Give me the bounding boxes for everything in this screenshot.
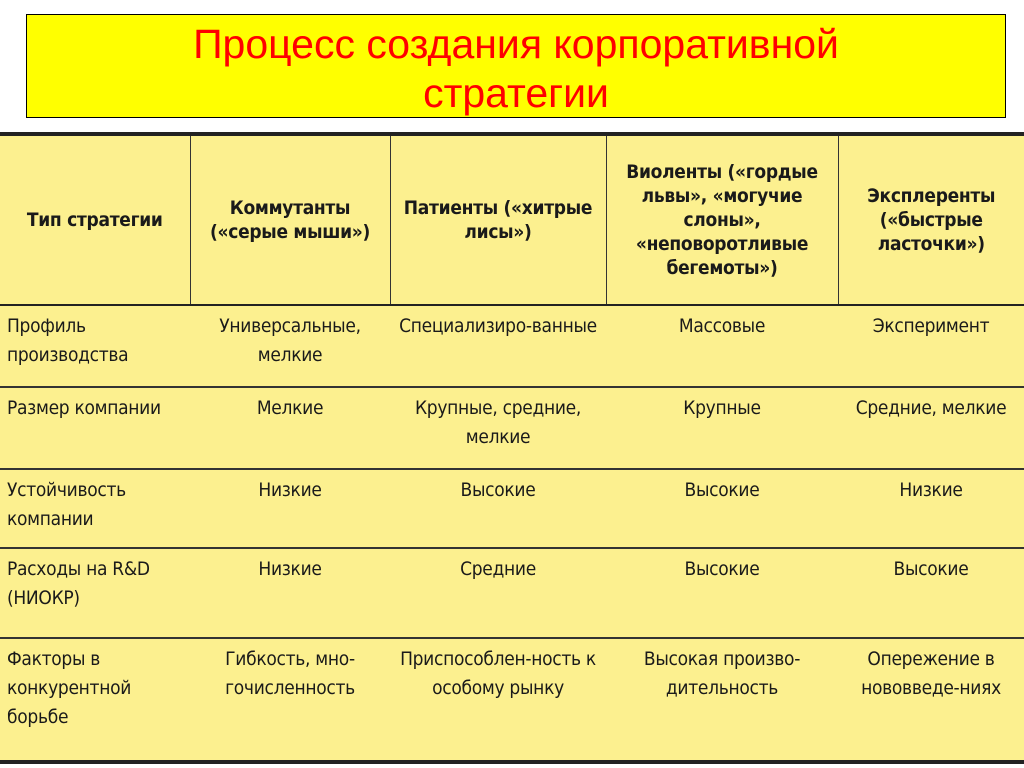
- title-line-1: Процесс создания корпоративной: [193, 21, 839, 67]
- table-row: [0, 305, 1024, 387]
- table-cell: Средние, мелкие: [838, 387, 1024, 469]
- row-label: Размер компании: [0, 387, 190, 469]
- table-cell: Мелкие: [190, 387, 390, 469]
- strategy-table: [0, 136, 1024, 765]
- table-cell: Гибкость, мно-гочисленность: [225, 648, 355, 699]
- table-row: [0, 548, 1024, 638]
- table-cell: Массовые: [606, 305, 838, 387]
- title-line-2: стратегии: [423, 70, 609, 116]
- strategy-table-container: [0, 132, 1024, 764]
- table-cell: Крупные, средние, мелкие: [390, 387, 606, 469]
- row-label: Профиль производства: [0, 305, 190, 387]
- table-cell: Низкие: [190, 548, 390, 638]
- table-header-row: [0, 136, 1024, 305]
- table-cell: Опережение в нововведе-ниях: [861, 648, 1001, 699]
- slide-title: [26, 14, 1006, 118]
- table-cell: Высокие: [390, 469, 606, 548]
- table-cell: Средние: [390, 548, 606, 638]
- table-cell: Высокие: [838, 548, 1024, 638]
- table-cell: Высокие: [606, 469, 838, 548]
- table-cell: Универсальные, мелкие: [190, 305, 390, 387]
- header-patients: Патиенты («хитрые лисы»): [390, 136, 606, 305]
- row-label: Расходы на R&D (НИОКР): [0, 548, 190, 638]
- table-cell: Крупные: [606, 387, 838, 469]
- header-commutants: Коммутанты («серые мыши»): [190, 136, 390, 305]
- table-cell: Эксперимент: [838, 305, 1024, 387]
- table-cell: Приспособлен-ность к особому рынку: [400, 648, 596, 699]
- table-row: [0, 469, 1024, 548]
- header-strategy-type: Тип стратегии: [0, 136, 190, 305]
- table-cell: Специализиро-ванные: [390, 305, 606, 387]
- header-explerents: Эксплеренты («быстрые ласточки»): [838, 136, 1024, 305]
- header-violents: Виоленты («гордые львы», «могучие слоны», «неповоротливые бегемоты»): [606, 136, 838, 305]
- row-label: Факторы в конкурентной борьбе: [7, 648, 132, 728]
- table-row: [0, 387, 1024, 469]
- row-label: Устойчивость компании: [0, 469, 190, 548]
- table-row: [0, 638, 1024, 765]
- table-cell: Высокая произво-дительность: [643, 648, 801, 699]
- table-cell: Низкие: [190, 469, 390, 548]
- table-cell: Низкие: [838, 469, 1024, 548]
- table-cell: Высокие: [606, 548, 838, 638]
